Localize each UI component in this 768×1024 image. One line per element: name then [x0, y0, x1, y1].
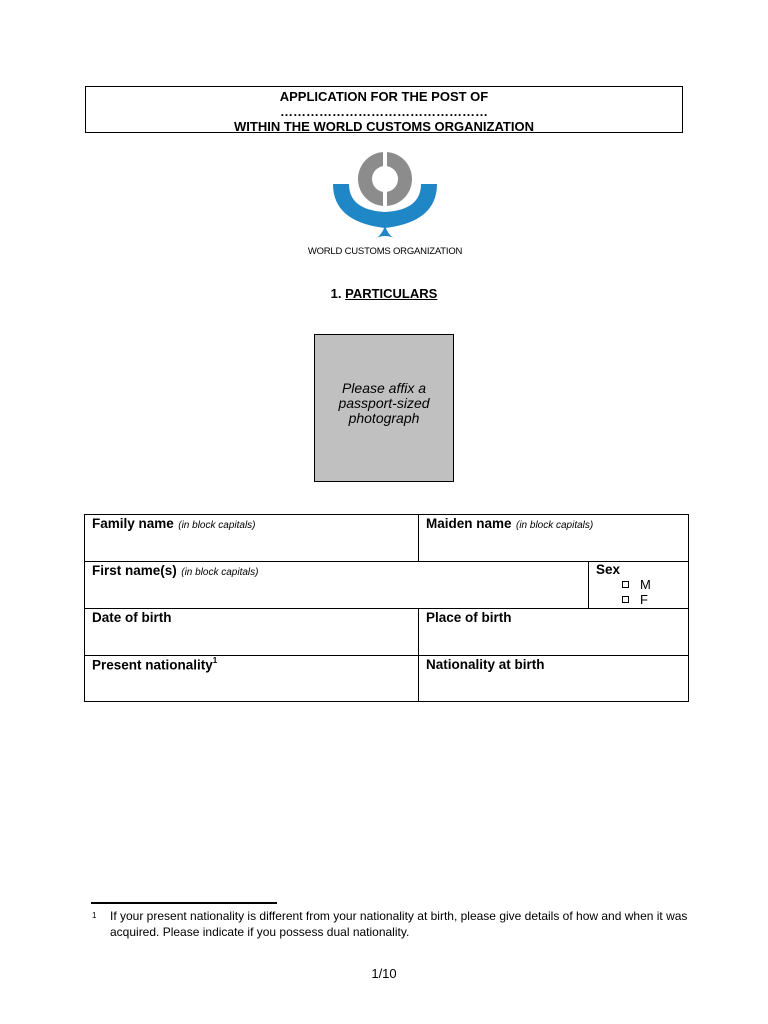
logo-wordmark: WORLD CUSTOMS ORGANIZATION — [307, 246, 463, 257]
section-heading — [0, 286, 768, 301]
section-number: 1. — [330, 286, 342, 301]
maiden-name-hint: (in block capitals) — [515, 520, 594, 531]
passport-photo-box[interactable] — [314, 334, 454, 482]
date-of-birth-field[interactable] — [85, 609, 418, 655]
footnote-separator — [91, 902, 277, 904]
place-of-birth-field[interactable] — [419, 609, 688, 655]
particulars-table — [84, 514, 689, 702]
footnote-number: 1 — [92, 911, 97, 920]
maiden-name-label: Maiden name — [426, 516, 512, 531]
page-number: 1/10 — [371, 966, 397, 981]
first-names-label: First name(s) — [92, 563, 177, 578]
first-names-hint: (in block capitals) — [181, 567, 259, 578]
present-nationality-field[interactable] — [85, 656, 418, 702]
nationality-at-birth-field[interactable] — [419, 656, 688, 702]
section-title: PARTICULARS — [345, 286, 438, 301]
application-title-box — [85, 86, 683, 133]
date-of-birth-label: Date of birth — [92, 610, 172, 625]
sex-option-m-label: M — [640, 577, 651, 592]
photo-instruction: Please affix a passport-sized photograph — [338, 379, 430, 426]
family-name-hint: (in block capitals) — [178, 520, 256, 531]
family-name-field[interactable] — [85, 515, 418, 561]
footnote-reference: 1 — [212, 656, 218, 665]
sex-field — [589, 562, 688, 608]
title-line-3: WITHIN THE WORLD CUSTOMS ORGANIZATION — [234, 119, 534, 134]
title-line-1: APPLICATION FOR THE POST OF — [279, 89, 489, 104]
sex-option-f-label: F — [640, 592, 648, 607]
first-names-field[interactable] — [85, 562, 588, 608]
family-name-label: Family name — [92, 516, 174, 531]
checkbox-icon[interactable] — [622, 581, 629, 588]
post-name-placeholder: ………………………………………… — [280, 104, 488, 119]
present-nationality-label: Present nationality — [92, 657, 213, 673]
checkbox-icon[interactable] — [622, 596, 629, 603]
sex-option-m[interactable] — [622, 577, 688, 592]
maiden-name-field[interactable] — [419, 515, 688, 561]
nationality-at-birth-label: Nationality at birth — [426, 657, 545, 672]
place-of-birth-label: Place of birth — [426, 610, 512, 625]
sex-label: Sex — [596, 562, 621, 577]
sex-option-f[interactable] — [622, 592, 688, 607]
footnote-text: If your present nationality is different from your nationality at birth, please give details of how and when it was acquired. Please indicate if you possess dual nationality. — [110, 909, 688, 939]
